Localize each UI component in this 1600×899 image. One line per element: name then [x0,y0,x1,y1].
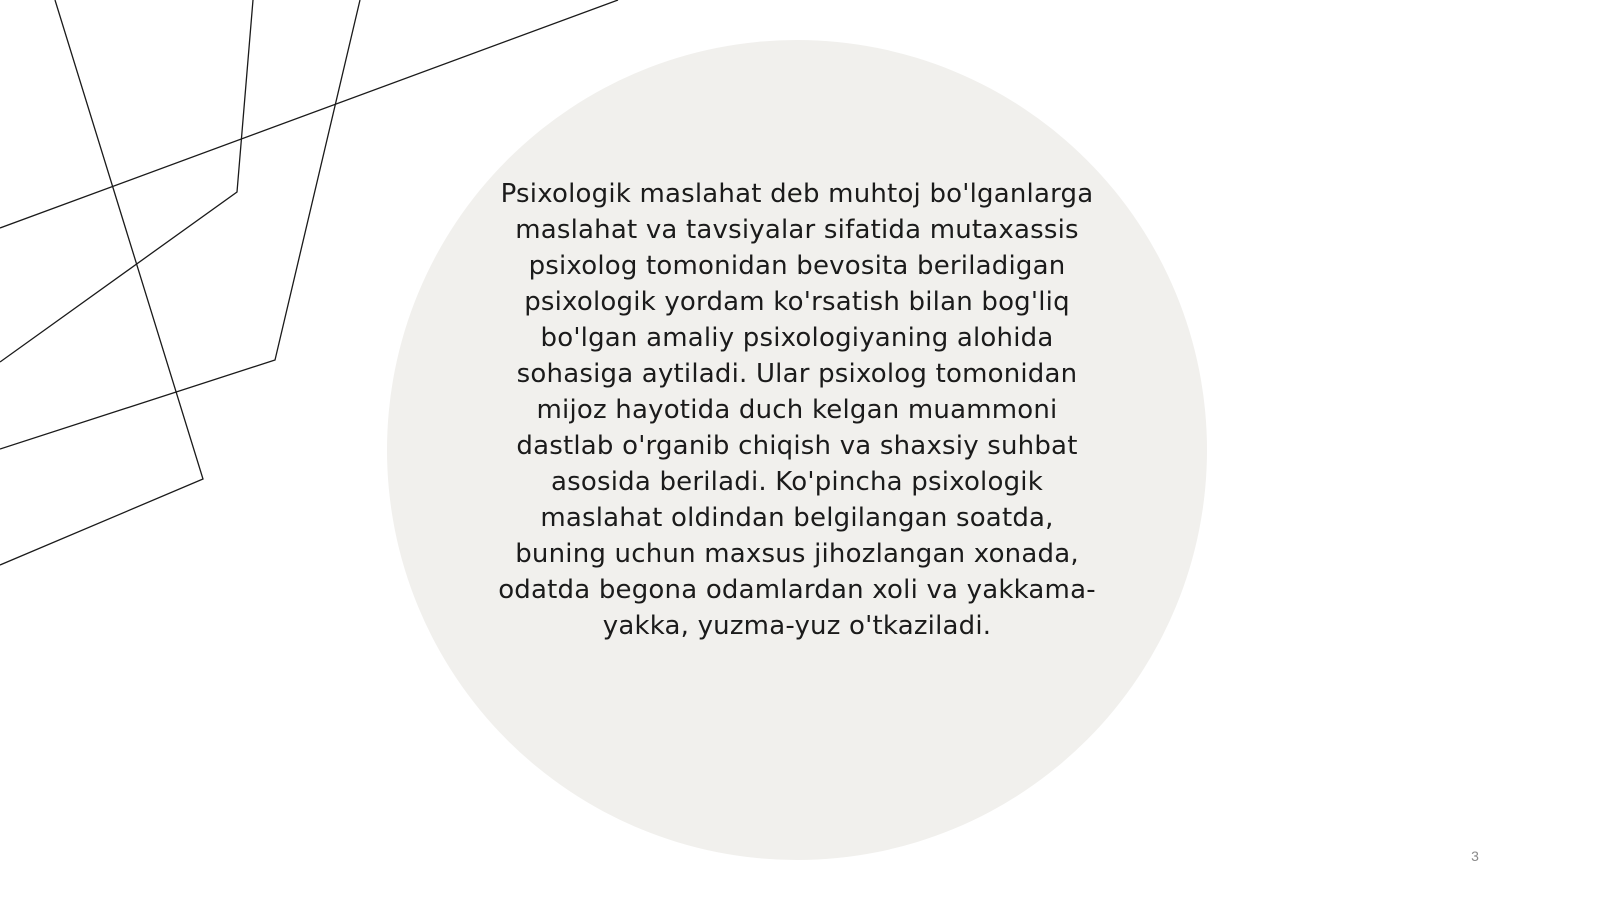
page-number: 3 [1471,848,1479,864]
deco-line-1 [0,0,203,565]
deco-line-3 [0,0,360,449]
body-text: Psixologik maslahat deb muhtoj bo'lganlarga maslahat va tavsiyalar sifatida mutaxassis psixolog tomonidan bevosita beriladigan psixologik yordam ko'rsatish bilan bog'liq bo'lgan amaliy psixologiyaning alohida sohasiga aytiladi. Ular psixolog tomonidan mijoz hayotida duch kelgan muammoni dastlab o'rganib chiqish va shaxsiy suhbat asosida beriladi. Ko'pincha psixologik maslahat oldindan belgilangan soatda, buning uchun maxsus jihozlangan xonada, odatda begona odamlardan xoli va yakkama-yakka, yuzma-yuz o'tkaziladi. [498,179,1096,641]
